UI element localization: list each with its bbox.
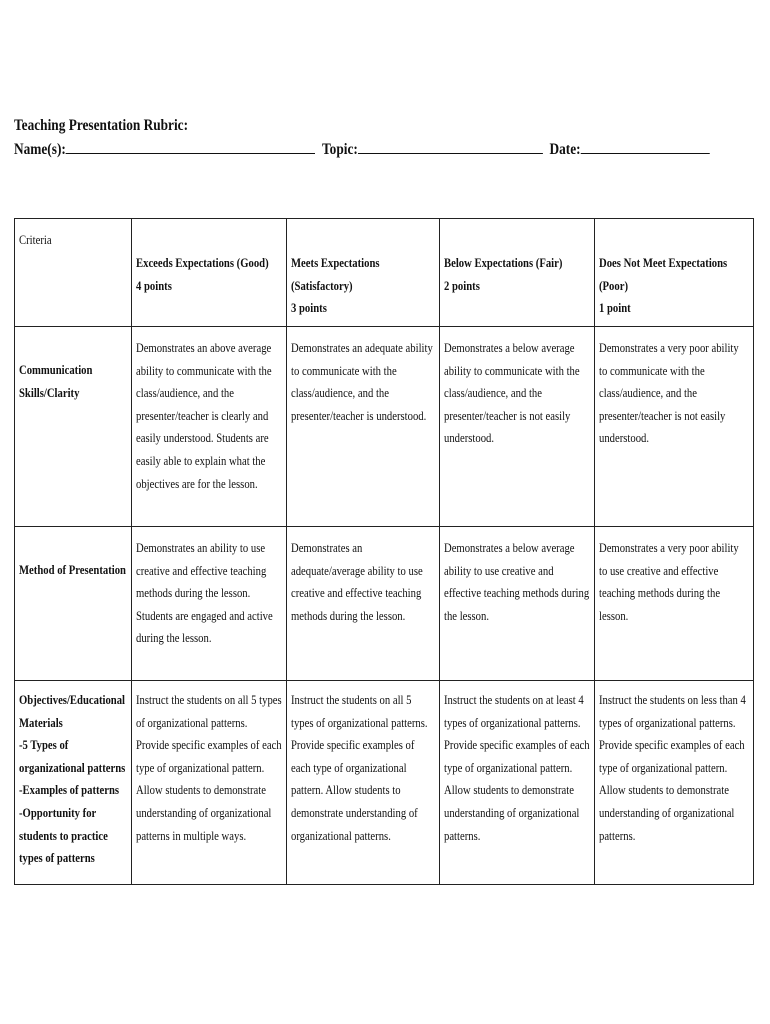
criteria-header: Criteria xyxy=(19,232,52,247)
descriptor-text: Demonstrates a very poor ability to communicate with the class/audience, and the presenter/teacher is not easily understood. xyxy=(599,340,739,446)
descriptor-cell xyxy=(287,681,440,885)
date-blank[interactable] xyxy=(581,138,710,154)
level-header-cell xyxy=(287,219,440,327)
descriptor-cell xyxy=(287,527,440,681)
descriptor-cell xyxy=(287,327,440,527)
level-header-cell xyxy=(595,219,754,327)
descriptor-cell xyxy=(595,527,754,681)
rubric-table xyxy=(14,218,754,885)
criterion-cell xyxy=(15,327,132,527)
criterion-label: Method of Presentation xyxy=(19,562,126,577)
descriptor-text: Demonstrates an adequate ability to communicate with the class/audience, and the presenter/teacher is understood. xyxy=(291,340,433,423)
descriptor-text: Demonstrates an adequate/average ability to use creative and effective teaching methods during the lesson. xyxy=(291,540,423,623)
criterion-label: Communication Skills/Clarity xyxy=(19,362,93,400)
names-label: Name(s): xyxy=(14,141,66,158)
level-header-cell xyxy=(440,219,595,327)
level-points: 1 point xyxy=(599,300,631,316)
criterion-cell xyxy=(15,681,132,885)
topic-label: Topic: xyxy=(322,141,358,158)
level-name: Does Not Meet Expectations (Poor) xyxy=(599,255,728,293)
descriptor-cell xyxy=(132,681,287,885)
date-label: Date: xyxy=(549,141,581,158)
descriptor-cell xyxy=(440,527,595,681)
table-row xyxy=(15,527,754,681)
criterion-label: Objectives/Educational Materials -5 Types of organizational patterns -Examples of patterns -Opportunity for students to practice types of patterns xyxy=(19,692,126,866)
criteria-header-cell xyxy=(15,219,132,327)
descriptor-text: Demonstrates a below average ability to use creative and effective teaching methods during the lesson. xyxy=(444,540,590,623)
descriptor-cell xyxy=(132,527,287,681)
table-row xyxy=(15,681,754,885)
descriptor-cell xyxy=(595,681,754,885)
descriptor-text: Demonstrates a very poor ability to use creative and effective teaching methods during the lesson. xyxy=(599,540,739,623)
descriptor-cell xyxy=(595,327,754,527)
descriptor-cell xyxy=(440,681,595,885)
descriptor-cell xyxy=(440,327,595,527)
document-title: Teaching Presentation Rubric: xyxy=(14,117,189,134)
descriptor-text: Demonstrates an ability to use creative and effective teaching methods during the lesson. Students are engaged and active during the lesson. xyxy=(136,540,273,646)
document-heading xyxy=(14,114,710,162)
level-name: Meets Expectations (Satisfactory) xyxy=(291,255,380,293)
descriptor-text: Instruct the students on less than 4 types of organizational patterns. Provide specific examples of each type of organizational pattern. Allow students to demonstrate understanding of organizational patterns. xyxy=(599,692,746,843)
level-header-cell xyxy=(132,219,287,327)
level-name: Exceeds Expectations (Good) xyxy=(136,255,269,270)
header-row xyxy=(15,219,754,327)
level-points: 3 points xyxy=(291,300,327,316)
names-blank[interactable] xyxy=(66,138,315,154)
name-topic-date-line xyxy=(14,138,710,162)
criterion-cell xyxy=(15,527,132,681)
level-points: 2 points xyxy=(444,277,480,293)
table-row xyxy=(15,327,754,527)
level-points: 4 points xyxy=(136,277,172,293)
descriptor-text: Instruct the students on all 5 types of organizational patterns. Provide specific examples of each type of organizational pattern. Allow students to demonstrate understanding of organizational patterns. xyxy=(291,692,428,843)
descriptor-text: Demonstrates an above average ability to communicate with the class/audience, and the presenter/teacher is clearly and easily understood. Students are easily able to explain what the objectives are for the lesson. xyxy=(136,340,272,491)
topic-blank[interactable] xyxy=(358,138,543,154)
descriptor-cell xyxy=(132,327,287,527)
descriptor-text: Instruct the students on all 5 types of organizational patterns. Provide specific examples of each type of organizational pattern. Allow students to demonstrate understanding of organizational patterns in multiple ways. xyxy=(136,692,282,843)
descriptor-text: Instruct the students on at least 4 types of organizational patterns. Provide specific examples of each type of organizational pattern. Allow students to demonstrate understanding of organizational patterns. xyxy=(444,692,590,843)
level-name: Below Expectations (Fair) xyxy=(444,255,563,270)
descriptor-text: Demonstrates a below average ability to communicate with the class/audience, and the presenter/teacher is not easily understood. xyxy=(444,340,580,446)
